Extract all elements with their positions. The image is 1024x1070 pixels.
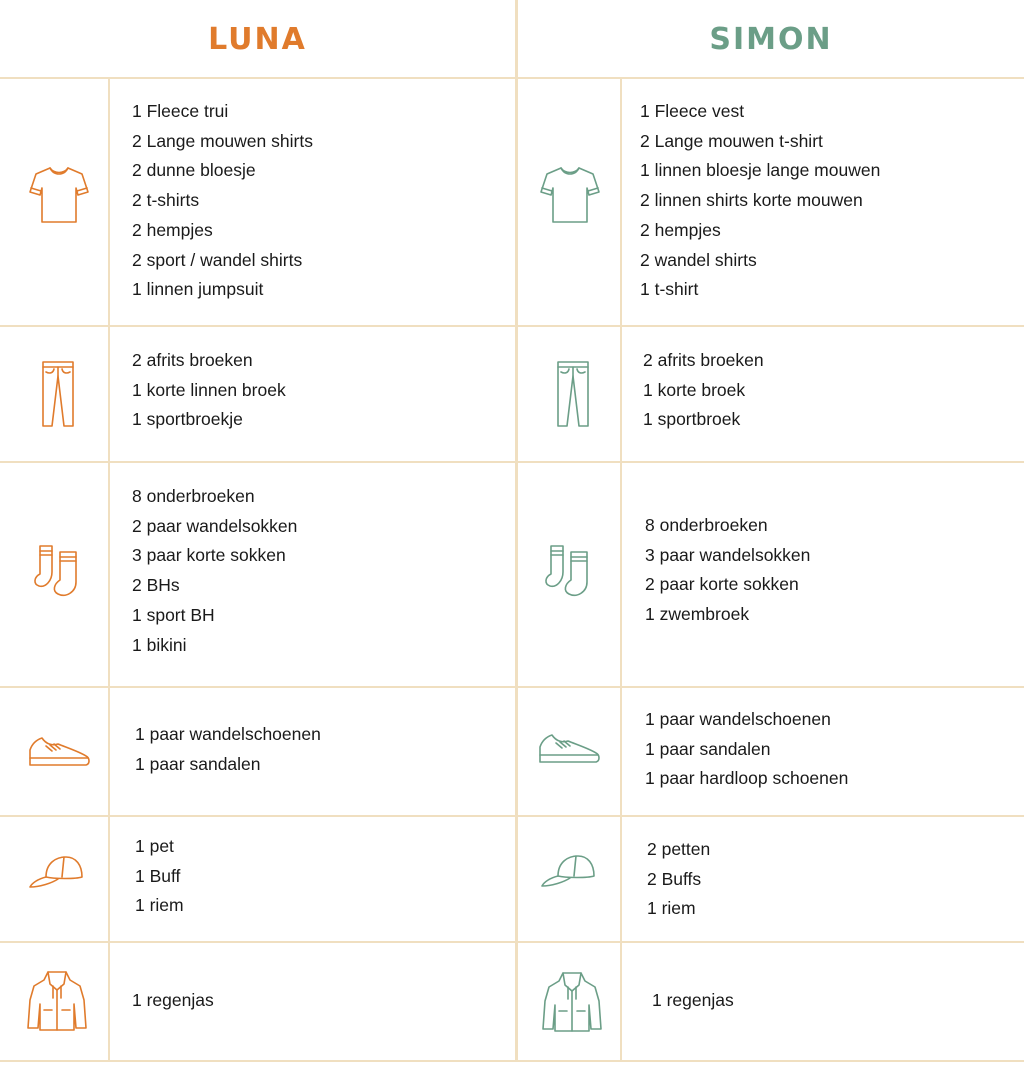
sneaker-icon xyxy=(28,734,92,768)
list-item: 1 sportbroekje xyxy=(132,409,243,430)
jacket-icon xyxy=(541,971,603,1033)
luna-tops-list xyxy=(132,97,313,305)
simon-underwear-list xyxy=(645,511,810,630)
simon-shoes-list xyxy=(645,705,848,794)
list-item: 1 pet xyxy=(135,836,174,856)
simon-tops-list xyxy=(640,97,880,305)
list-item: 1 Fleece trui xyxy=(132,101,229,121)
row-divider xyxy=(0,941,1024,943)
pants-icon xyxy=(41,360,75,428)
luna-header: LUNA xyxy=(208,21,307,57)
luna-jacket-list xyxy=(132,986,214,1016)
list-item: 1 korte linnen broek xyxy=(132,379,286,400)
list-item: 2 hempjes xyxy=(132,219,213,240)
row-divider xyxy=(0,686,1024,688)
list-item: 2 afrits broeken xyxy=(643,350,764,370)
list-item: 1 paar sandalen xyxy=(135,753,261,774)
list-item: 2 linnen shirts korte mouwen xyxy=(640,190,863,211)
sneaker-icon xyxy=(538,731,602,765)
list-item: 2 paar korte sokken xyxy=(645,574,799,595)
list-item: 1 korte broek xyxy=(643,379,746,400)
row-divider xyxy=(0,1060,1024,1062)
cap-icon xyxy=(28,855,84,891)
socks-icon xyxy=(543,544,591,598)
simon-accessories-list xyxy=(647,835,710,924)
socks-icon xyxy=(32,544,80,598)
list-item: 1 paar sandalen xyxy=(645,738,771,759)
list-item: 1 paar hardloop schoenen xyxy=(645,768,849,789)
list-item: 1 linnen jumpsuit xyxy=(132,279,264,300)
row-divider xyxy=(0,325,1024,327)
cap-icon xyxy=(540,854,596,890)
list-item: 1 sport BH xyxy=(132,604,215,625)
list-item: 3 paar wandelsokken xyxy=(645,544,811,565)
list-item: 1 paar wandelschoenen xyxy=(135,724,321,744)
list-item: 1 sportbroek xyxy=(643,409,741,430)
list-item: 3 paar korte sokken xyxy=(132,545,286,566)
list-item: 2 Lange mouwen shirts xyxy=(132,130,313,151)
tshirt-icon xyxy=(28,166,90,224)
simon-icon-divider xyxy=(620,78,622,1062)
simon-jacket-list xyxy=(652,986,734,1016)
tshirt-icon xyxy=(539,166,601,224)
list-item: 2 t-shirts xyxy=(132,190,200,211)
list-item: 2 paar wandelsokken xyxy=(132,515,298,536)
list-item: 2 dunne bloesje xyxy=(132,160,256,181)
pants-icon xyxy=(556,360,590,428)
list-item: 2 Lange mouwen t-shirt xyxy=(640,130,823,151)
list-item: 2 petten xyxy=(647,839,711,859)
row-divider xyxy=(0,461,1024,463)
list-item: 8 onderbroeken xyxy=(132,486,255,506)
luna-underwear-list xyxy=(132,482,297,660)
list-item: 1 linnen bloesje lange mouwen xyxy=(640,160,881,181)
list-item: 1 Fleece vest xyxy=(640,101,745,121)
luna-icon-divider xyxy=(108,78,110,1062)
list-item: 8 onderbroeken xyxy=(645,515,768,535)
jacket-icon xyxy=(26,970,88,1032)
luna-shoes-list xyxy=(135,720,321,779)
list-item: 1 regenjas xyxy=(652,990,734,1010)
list-item: 2 BHs xyxy=(132,575,180,596)
list-item: 2 Buffs xyxy=(647,868,702,889)
list-item: 1 Buff xyxy=(135,865,181,886)
column-divider xyxy=(515,0,518,1062)
list-item: 2 sport / wandel shirts xyxy=(132,249,303,270)
list-item: 2 hempjes xyxy=(640,219,721,240)
list-item: 2 wandel shirts xyxy=(640,249,757,270)
list-item: 1 paar wandelschoenen xyxy=(645,709,831,729)
luna-pants-list xyxy=(132,346,286,435)
list-item: 1 bikini xyxy=(132,634,187,655)
list-item: 1 riem xyxy=(135,895,184,916)
list-item: 1 regenjas xyxy=(132,990,214,1010)
list-item: 1 riem xyxy=(647,898,696,919)
simon-pants-list xyxy=(643,346,764,435)
list-item: 2 afrits broeken xyxy=(132,350,253,370)
row-divider xyxy=(0,815,1024,817)
list-item: 1 zwembroek xyxy=(645,604,750,625)
list-item: 1 t-shirt xyxy=(640,279,699,300)
luna-accessories-list xyxy=(135,832,184,921)
simon-header: SIMON xyxy=(709,21,833,57)
